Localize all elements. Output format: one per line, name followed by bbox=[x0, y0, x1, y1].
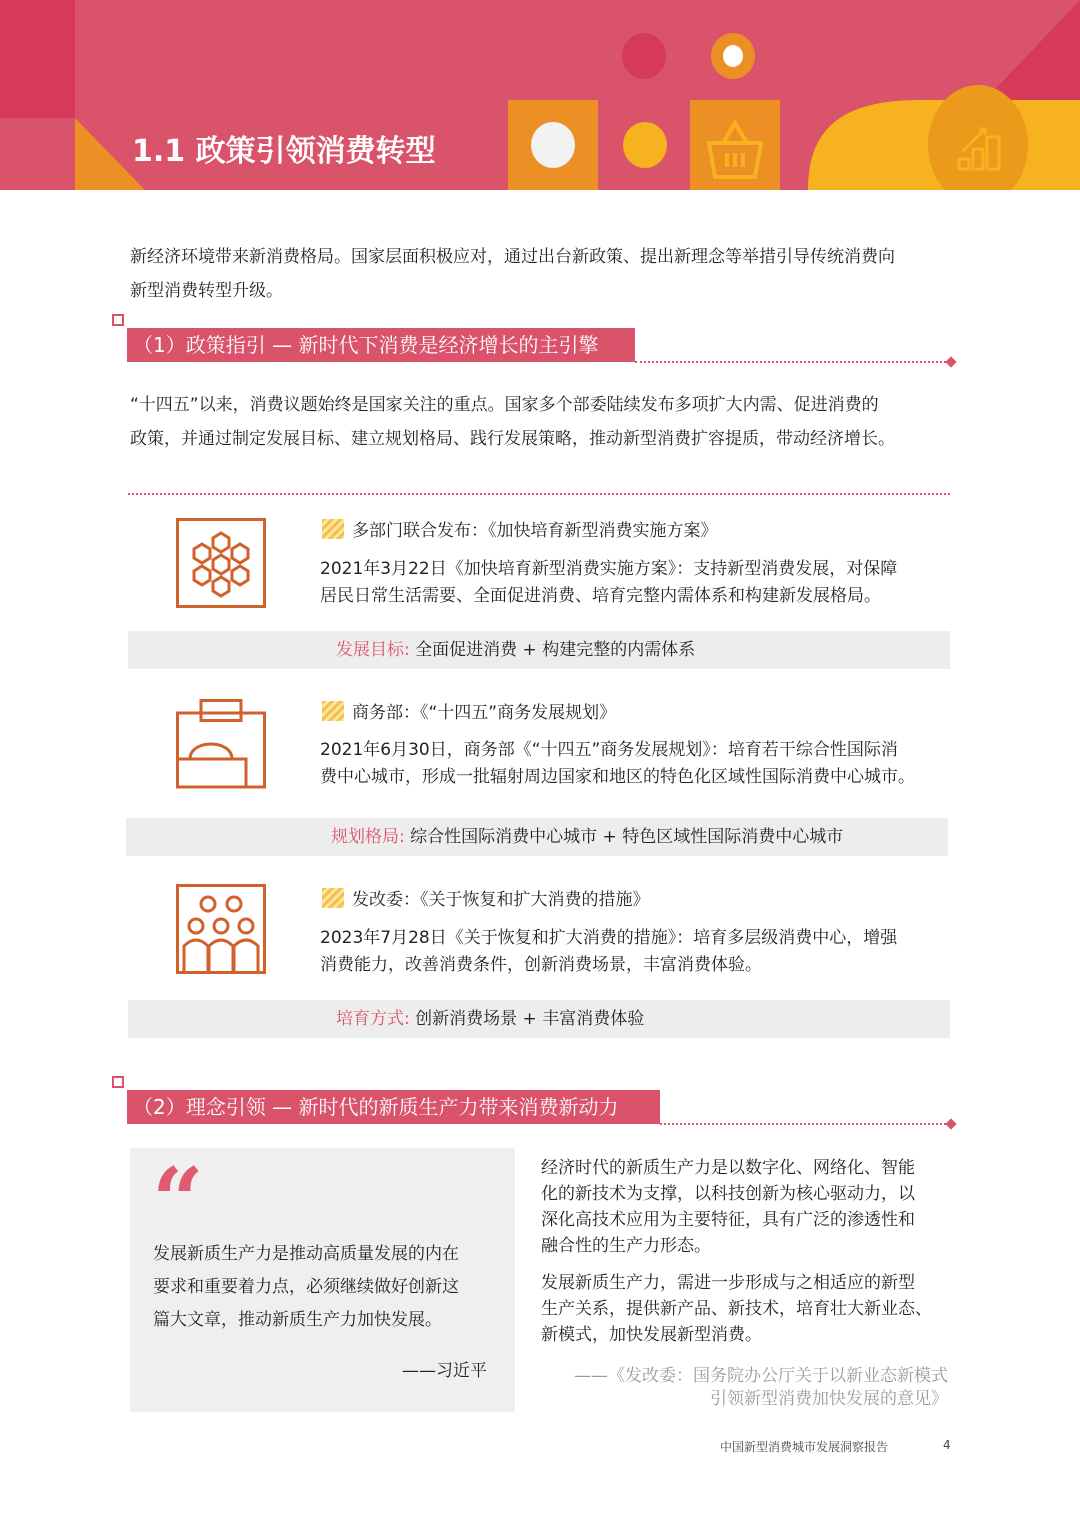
title-text: 商务部：《“十四五”商务发展规划》 bbox=[352, 703, 617, 723]
title-text: 发改委：《关于恢复和扩大消费的措施》 bbox=[352, 890, 650, 910]
para-line: 融合性的生产力形态。 bbox=[541, 1236, 711, 1256]
building-icon bbox=[176, 699, 266, 789]
divider bbox=[660, 1123, 950, 1125]
page-title: 1.1 政策引领消费转型 bbox=[132, 134, 436, 169]
body-line: 2021年6月30日，商务部《“十四五”商务发展规划》：培育若干综合性国际消 bbox=[320, 740, 898, 760]
concept-para-1 bbox=[541, 1155, 915, 1259]
layout-label: 规划格局: bbox=[331, 827, 405, 847]
hexagon-network-icon bbox=[176, 518, 266, 608]
body-line: 费中心城市，形成一批辐射周边国家和地区的特色化区域性国际消费中心城市。 bbox=[320, 767, 915, 787]
intro-line: 新型消费转型升级。 bbox=[130, 281, 283, 301]
page-banner bbox=[0, 0, 1080, 190]
intro-text bbox=[130, 240, 895, 308]
para-line: 发展新质生产力，需进一步形成与之相适应的新型 bbox=[541, 1273, 915, 1293]
section-2-title: （2）理念引领 — 新时代的新质生产力带来消费新动力 bbox=[127, 1090, 660, 1124]
policy-item-body bbox=[320, 925, 897, 979]
goal-value: 全面促进消费 + 构建完整的内需体系 bbox=[409, 640, 696, 660]
para-line: 化的新技术为支撑，以科技创新为核心驱动力，以 bbox=[541, 1184, 915, 1204]
growth-chart-icon bbox=[955, 125, 1005, 175]
people-group-icon bbox=[176, 884, 266, 974]
goal-label: 发展目标: bbox=[336, 640, 410, 660]
intro-line: 新经济环境带来新消费格局。国家层面积极应对，通过出台新政策、提出新理念等举措引导传统消费向 bbox=[130, 247, 895, 267]
para-line: 深化高技术应用为主要特征，具有广泛的渗透性和 bbox=[541, 1210, 915, 1230]
shopping-basket-icon bbox=[697, 115, 773, 185]
policy-item-body bbox=[320, 556, 897, 610]
stripe-icon bbox=[322, 701, 344, 721]
section-marker bbox=[112, 1076, 124, 1088]
quote-line: 要求和重要着力点，必须继续做好创新这 bbox=[153, 1277, 459, 1297]
quote-line: 篇大文章，推动新质生产力加快发展。 bbox=[153, 1310, 442, 1330]
body-line: 消费能力，改善消费条件，创新消费场景，丰富消费体验。 bbox=[320, 955, 762, 975]
quote-text bbox=[153, 1238, 459, 1337]
concept-para-2 bbox=[541, 1270, 932, 1348]
page-number: 4 bbox=[943, 1438, 951, 1452]
stripe-icon bbox=[322, 888, 344, 908]
para-line: 新模式，加快发展新型消费。 bbox=[541, 1325, 762, 1345]
stripe-icon bbox=[322, 519, 344, 539]
diamond-marker bbox=[945, 1118, 956, 1129]
section-marker bbox=[112, 314, 124, 326]
para-line: 经济时代的新质生产力是以数字化、网络化、智能 bbox=[541, 1158, 915, 1178]
para-line: 政策，并通过制定发展目标、建立规划格局、践行发展策略，推动新型消费扩容提质，带动经济增长。 bbox=[130, 429, 895, 449]
quote-box bbox=[130, 1148, 515, 1412]
divider bbox=[128, 493, 950, 495]
layout-bar bbox=[126, 818, 948, 856]
layout-value: 综合性国际消费中心城市 + 特色区域性国际消费中心城市 bbox=[404, 827, 844, 847]
section-1-para bbox=[130, 388, 895, 456]
goal-bar bbox=[128, 631, 950, 669]
quote-mark-icon: “ bbox=[152, 1148, 204, 1254]
body-line: 2021年3月22日《加快培育新型消费实施方案》：支持新型消费发展，对保障 bbox=[320, 559, 898, 579]
citation-line: 引领新型消费加快发展的意见》 bbox=[710, 1389, 948, 1409]
quote-author: ——习近平 bbox=[402, 1361, 487, 1381]
approach-label: 培育方式: bbox=[336, 1009, 410, 1029]
body-line: 2023年7月28日《关于恢复和扩大消费的措施》：培育多层级消费中心，增强 bbox=[320, 928, 898, 948]
approach-value: 创新消费场景 + 丰富消费体验 bbox=[409, 1009, 645, 1029]
para-line: “十四五”以来，消费议题始终是国家关注的重点。国家多个部委陆续发布多项扩大内需、促进消费的 bbox=[130, 395, 879, 415]
footer-report-title: 中国新型消费城市发展洞察报告 bbox=[720, 1440, 889, 1454]
policy-item-title bbox=[322, 700, 616, 727]
citation-line: ——《发改委：国务院办公厅关于以新业态新模式 bbox=[574, 1366, 948, 1386]
divider bbox=[635, 361, 950, 363]
policy-item-body bbox=[320, 737, 915, 791]
section-1-title: （1）政策指引 — 新时代下消费是经济增长的主引擎 bbox=[127, 328, 635, 362]
para-line: 生产关系，提供新产品、新技术，培育壮大新业态、 bbox=[541, 1299, 932, 1319]
citation bbox=[574, 1365, 948, 1411]
approach-bar bbox=[128, 1000, 950, 1038]
body-line: 居民日常生活需要、全面促进消费、培育完整内需体系和构建新发展格局。 bbox=[320, 586, 881, 606]
quote-line: 发展新质生产力是推动高质量发展的内在 bbox=[153, 1244, 459, 1264]
policy-item-title bbox=[322, 887, 650, 914]
policy-item-title bbox=[322, 518, 718, 545]
diamond-marker bbox=[945, 356, 956, 367]
title-text: 多部门联合发布：《加快培育新型消费实施方案》 bbox=[352, 521, 718, 541]
